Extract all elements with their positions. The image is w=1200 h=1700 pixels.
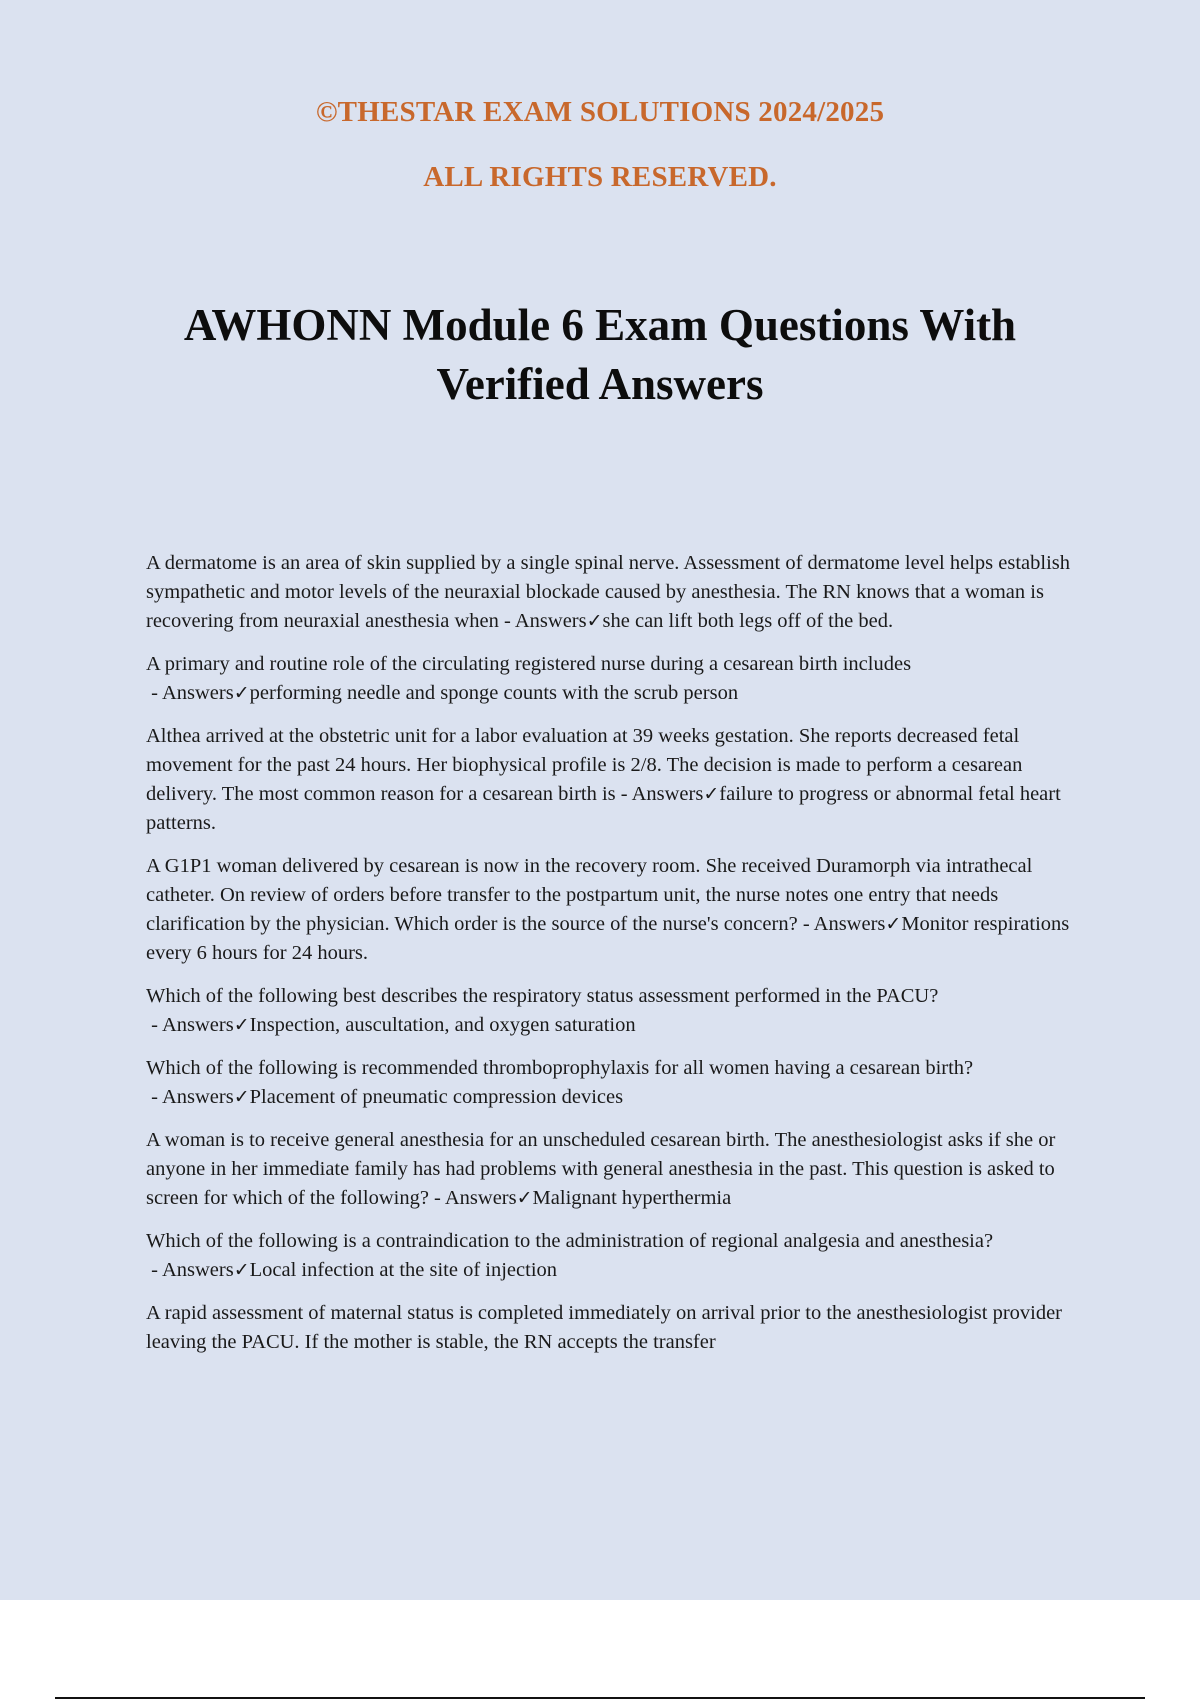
question-text: Which of the following best describes the respiratory status assessment performed in the PACU? [146,985,939,1007]
qa-item [146,852,1096,968]
question-text: Which of the following is recommended thromboprophylaxis for all women having a cesarean birth? [146,1057,974,1079]
answer-text: Monitor respirations every 6 hours for 24 hours. [146,913,1070,964]
question-text: A G1P1 woman delivered by cesarean is now in the recovery room. She received Duramorph via intrathecal catheter. On review of orders before transfer to the postpartum unit, the nurse notes one entry that needs clarification by the physician. Which order is the source of the nurse's concern? [146,855,1033,935]
footer-rule [55,1697,1145,1699]
answers-label: Answers [161,1014,234,1036]
check-icon: ✓ [233,1014,250,1036]
separator: - [797,913,814,935]
answer-text: Inspection, auscultation, and oxygen saturation [249,1014,636,1036]
qa-item [146,650,1096,708]
answer-text: Local infection at the site of injection [249,1259,558,1281]
trailing-paragraph: A rapid assessment of maternal status is completed immediately on arrival prior to the anesthesiologist provider leaving the PACU. If the mother is stable, the RN accepts the transfer [146,1302,1063,1353]
qa-item [146,722,1096,838]
qa-list [146,549,1096,1371]
separator: - [146,682,162,704]
answer-text: she can lift both legs off of the bed. [602,610,894,632]
check-icon: ✓ [586,610,603,632]
question-text: A dermatome is an area of skin supplied by a single spinal nerve. Assessment of dermatome level helps establish sympathetic and motor levels of the neuraxial blockade caused by anesthesia. The RN knows that a woman is recovering from neuraxial anesthesia when [146,552,1070,632]
answers-label: Answers [813,913,886,935]
question-text: Althea arrived at the obstetric unit for a labor evaluation at 39 weeks gestation. She reports decreased fetal movement for the past 24 hours. Her biophysical profile is 2/8. The decision is made to perform a cesarean delivery. The most common reason for a cesarean birth is [146,725,1023,805]
answer-text: performing needle and sponge counts with the scrub person [249,682,739,704]
document-title-line-2: Verified Answers [436,359,764,409]
document-title [100,296,1100,414]
check-icon: ✓ [516,1187,533,1209]
answers-label: Answers [161,682,234,704]
qa-item [146,1126,1096,1213]
separator: - [146,1086,162,1108]
answer-text: failure to progress or abnormal fetal heart patterns. [146,783,1061,834]
check-icon: ✓ [885,913,902,935]
answers-label: Answers [631,783,704,805]
qa-item [146,982,1096,1040]
check-icon: ✓ [233,1259,250,1281]
question-text: A primary and routine role of the circulating registered nurse during a cesarean birth includes [146,653,912,675]
qa-item [146,549,1096,636]
copyright-header: ©THESTAR EXAM SOLUTIONS 2024/2025 [315,96,885,128]
separator: - [428,1187,445,1209]
check-icon: ✓ [233,1086,250,1108]
qa-item [146,1227,1096,1285]
separator: - [146,1014,162,1036]
check-icon: ✓ [703,783,720,805]
separator: - [498,610,515,632]
answers-label: Answers [161,1259,234,1281]
question-text: Which of the following is a contraindication to the administration of regional analgesia and anesthesia? [146,1230,994,1252]
qa-item [146,1054,1096,1112]
answers-label: Answers [444,1187,517,1209]
answers-label: Answers [514,610,587,632]
check-icon: ✓ [233,682,250,704]
rights-reserved-header: ALL RIGHTS RESERVED. [423,161,777,193]
answer-text: Placement of pneumatic compression devices [249,1086,624,1108]
document-title-line-1: AWHONN Module 6 Exam Questions With [183,300,1017,350]
answers-label: Answers [161,1086,234,1108]
separator: - [146,1259,162,1281]
answer-text: Malignant hyperthermia [532,1187,732,1209]
separator: - [615,783,632,805]
question-text: A woman is to receive general anesthesia for an unscheduled cesarean birth. The anesthesiologist asks if she or anyone in her immediate family has had problems with general anesthesia in the past. This question is asked to screen for which of the following? [146,1129,1056,1209]
